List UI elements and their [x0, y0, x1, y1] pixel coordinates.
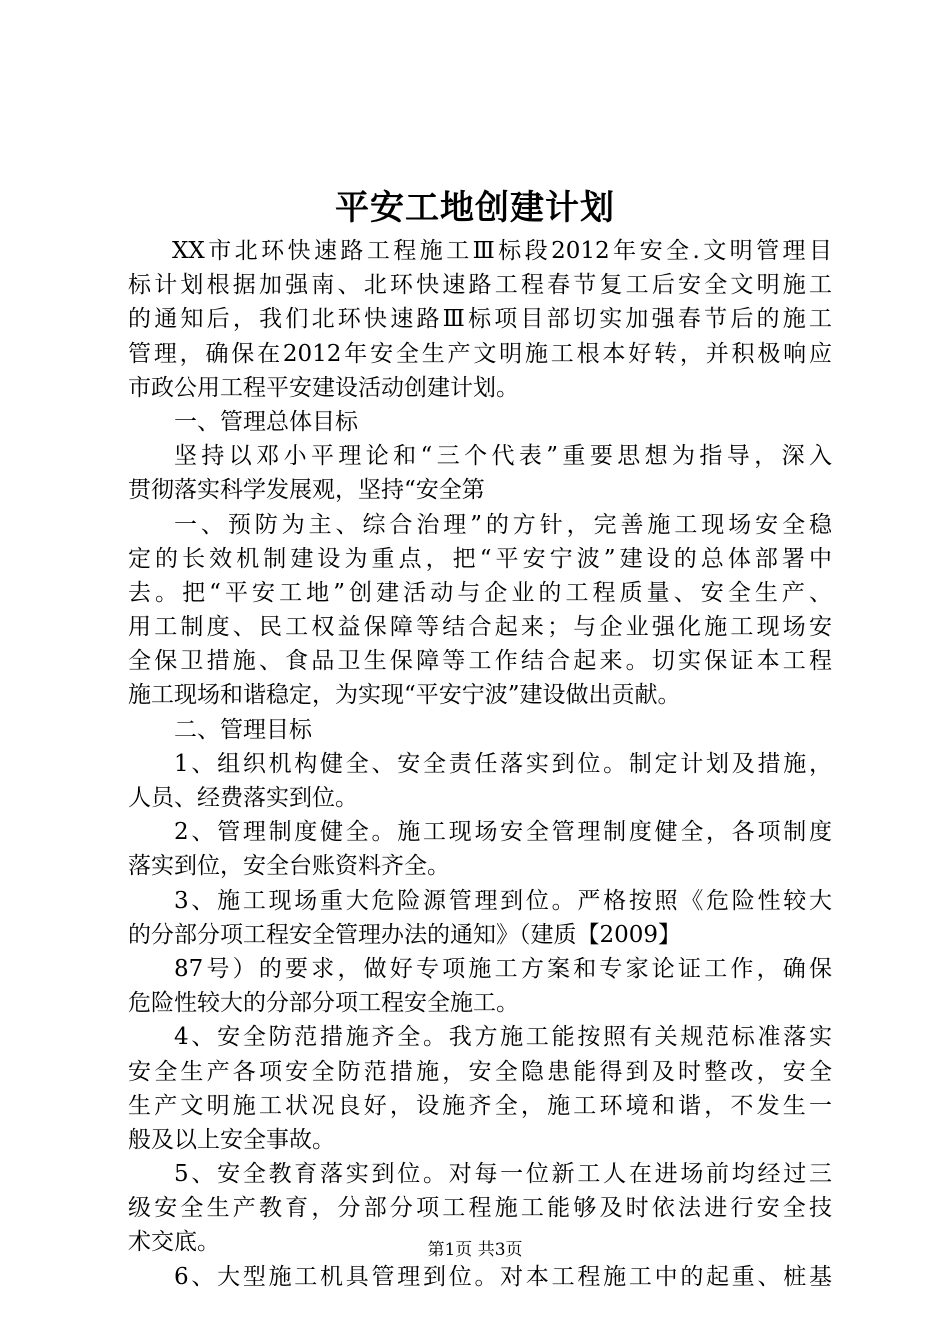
paragraph-line: 的分部分项工程安全管理办法的通知》（建质【2009】 — [128, 921, 682, 948]
paragraph-line: 用工制度、民工权益保障等结合起来；与企业强化施工现场安 — [128, 614, 832, 641]
paragraph-line: 的通知后，我们北环快速路Ⅲ标项目部切实加强春节后的施工 — [128, 306, 832, 333]
paragraph-line: 4、安全防范措施齐全。我方施工能按照有关规范标准落实 — [174, 1024, 832, 1051]
paragraph-line: 生产文明施工状况良好，设施齐全，施工环境和谐，不发生一 — [128, 1092, 832, 1119]
paragraph-line: 安全生产各项安全防范措施，安全隐患能得到及时整改，安全 — [128, 1058, 832, 1085]
document-title: 平安工地创建计划 — [335, 188, 615, 228]
document-body — [128, 234, 832, 1294]
paragraph-line: 管理，确保在2012年安全生产文明施工根本好转，并积极响应 — [128, 340, 832, 367]
paragraph-line: 1、组织机构健全、安全责任落实到位。制定计划及措施， — [174, 750, 832, 777]
paragraph-line: 87号）的要求，做好专项施工方案和专家论证工作，确保 — [174, 955, 832, 982]
paragraph-line: 5、安全教育落实到位。对每一位新工人在进场前均经过三 — [174, 1161, 832, 1188]
paragraph-line: 落实到位，安全台账资料齐全。 — [128, 853, 450, 880]
paragraph-line: 人员、经费落实到位。 — [128, 785, 358, 811]
paragraph-line: 贯彻落实科学发展观，坚持“安全第 — [128, 477, 485, 504]
paragraph-line: XX市北环快速路工程施工Ⅲ标段2012年安全.文明管理目 — [172, 238, 832, 264]
paragraph-line: 3、施工现场重大危险源管理到位。严格按照《危险性较大 — [174, 887, 832, 914]
paragraph-line: 去。把“平安工地”创建活动与企业的工程质量、安全生产、 — [128, 579, 832, 606]
section-heading: 一、管理总体目标 — [174, 408, 358, 435]
paragraph-line: 标计划根据加强南、北环快速路工程春节复工后安全文明施工 — [128, 272, 832, 299]
paragraph-line: 2、管理制度健全。施工现场安全管理制度健全，各项制度 — [174, 819, 832, 846]
paragraph-line: 般及以上安全事故。 — [128, 1126, 335, 1153]
paragraph-line: 坚持以邓小平理论和“三个代表”重要思想为指导，深入 — [174, 443, 832, 470]
paragraph-line: 施工现场和谐稳定，为实现“平安宁波”建设做出贡献。 — [128, 682, 681, 709]
paragraph-line: 6、大型施工机具管理到位。对本工程施工中的起重、桩基 — [174, 1263, 832, 1290]
paragraph-line: 术交底。 — [128, 1229, 220, 1256]
paragraph-line: 市政公用工程平安建设活动创建计划。 — [128, 374, 519, 401]
paragraph-line: 全保卫措施、食品卫生保障等工作结合起来。切实保证本工程 — [128, 648, 832, 675]
paragraph-line: 危险性较大的分部分项工程安全施工。 — [128, 990, 519, 1017]
paragraph-line: 定的长效机制建设为重点，把“平安宁波”建设的总体部署中 — [128, 545, 832, 572]
section-heading: 二、管理目标 — [174, 716, 312, 743]
paragraph-line: 级安全生产教育，分部分项工程施工能够及时依法进行安全技 — [128, 1195, 832, 1222]
page-footer: 第1页 共3页 — [427, 1240, 523, 1260]
paragraph-line: 一、预防为主、综合治理”的方针，完善施工现场安全稳 — [174, 511, 832, 538]
